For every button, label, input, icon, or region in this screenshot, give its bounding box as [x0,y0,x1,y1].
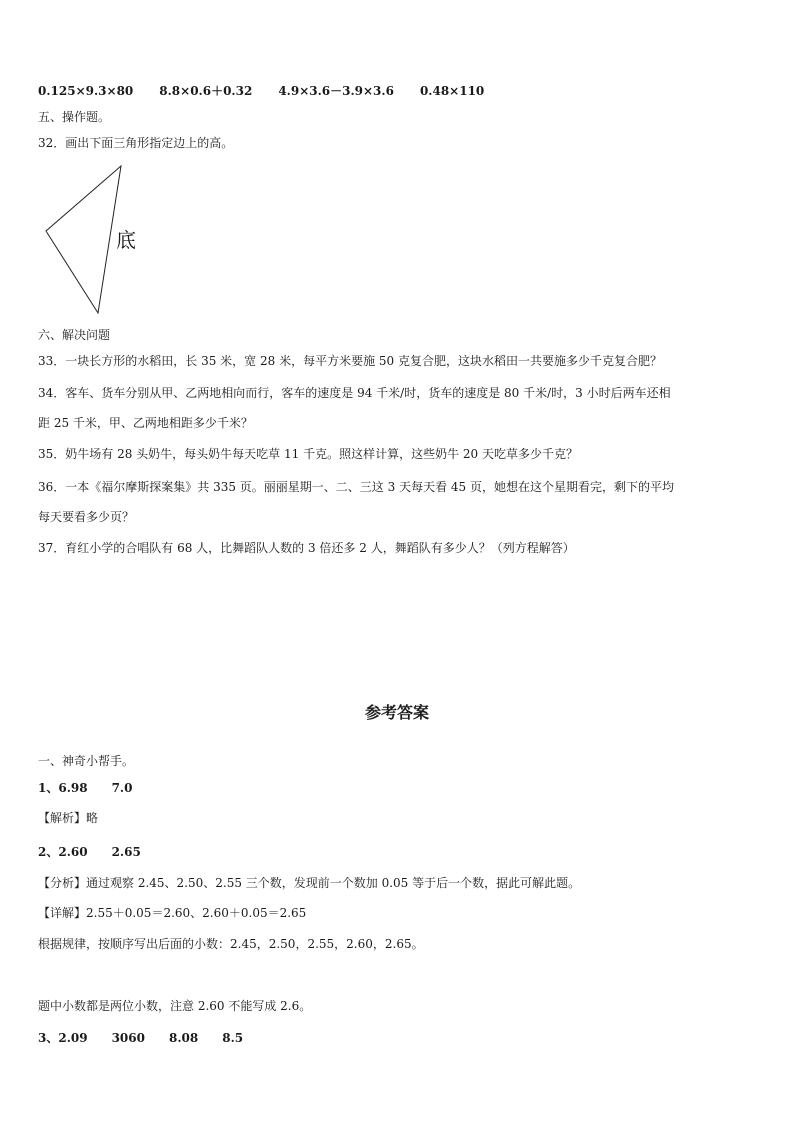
answer-value: 7.0 [111,781,133,795]
triangle-base-label: 底 [116,228,136,252]
answer-section-1: 一、神奇小帮手。 [38,754,135,768]
answer-title: 参考答案 [364,703,429,722]
question-37: 37．育红小学的合唱队有 68 人，比舞蹈队人数的 3 倍还多 2 人，舞蹈队有多少人？（列方程解答） [38,541,575,555]
answer-3 [38,1030,243,1046]
question-34-line1: 34．客车、货车分别从甲、乙两地相向而行，客车的速度是 94 千米/时，货车的速度是 80 千米/时，3 小时后两车还相 [38,386,671,400]
calc-item: 8.8×0.6＋0.32 [159,84,253,98]
answer-2-analysis: 【分析】通过观察 2.45、2.50、2.55 三个数，发现前一个数加 0.05 等于后一个数，据此可解此题。 [38,876,581,890]
question-36-line1: 36．一本《福尔摩斯探案集》共 335 页。丽丽星期一、二、三这 3 天每天看 45 页，她想在这个星期看完，剩下的平均 [38,480,674,494]
answer-value: 3060 [111,1031,145,1045]
answer-2-rule: 根据规律，按顺序写出后面的小数：2.45，2.50，2.55，2.60，2.65。 [38,937,424,951]
section-heading-problems: 六、解决问题 [38,328,111,342]
calc-item: 4.9×3.6－3.9×3.6 [278,84,394,98]
calc-row [38,83,484,99]
question-33: 33．一块长方形的水稻田，长 35 米，宽 28 米，每平方米要施 50 克复合肥，这块水稻田一共要施多少千克复合肥？ [38,354,662,368]
answer-1-analysis: 【解析】略 [38,811,99,825]
answer-value: 1、6.98 [38,781,88,795]
question-32: 32．画出下面三角形指定边上的高。 [38,136,234,150]
calc-item: 0.48×110 [419,84,485,98]
answer-2-note: 题中小数都是两位小数，注意 2.60 不能写成 2.6。 [38,999,312,1013]
section-heading-operation: 五、操作题。 [38,110,111,124]
question-36-line2: 每天要看多少页？ [38,510,135,524]
answer-value: 2.65 [111,845,141,859]
answer-1 [38,780,132,796]
answer-value: 8.08 [168,1031,199,1045]
question-35: 35．奶牛场有 28 头奶牛，每头奶牛每天吃草 11 千克。照这样计算，这些奶牛 20 天吃草多少千克？ [38,447,578,461]
answer-value: 3、2.09 [38,1031,88,1045]
answer-value: 2、2.60 [38,845,88,859]
answer-2-detail: 【详解】2.55＋0.05＝2.60、2.60＋0.05＝2.65 [38,906,307,920]
answer-value: 8.5 [222,1031,244,1045]
question-34-line2: 距 25 千米，甲、乙两地相距多少千米？ [38,416,253,430]
calc-item: 0.125×9.3×80 [38,84,134,98]
answer-2 [38,844,141,860]
